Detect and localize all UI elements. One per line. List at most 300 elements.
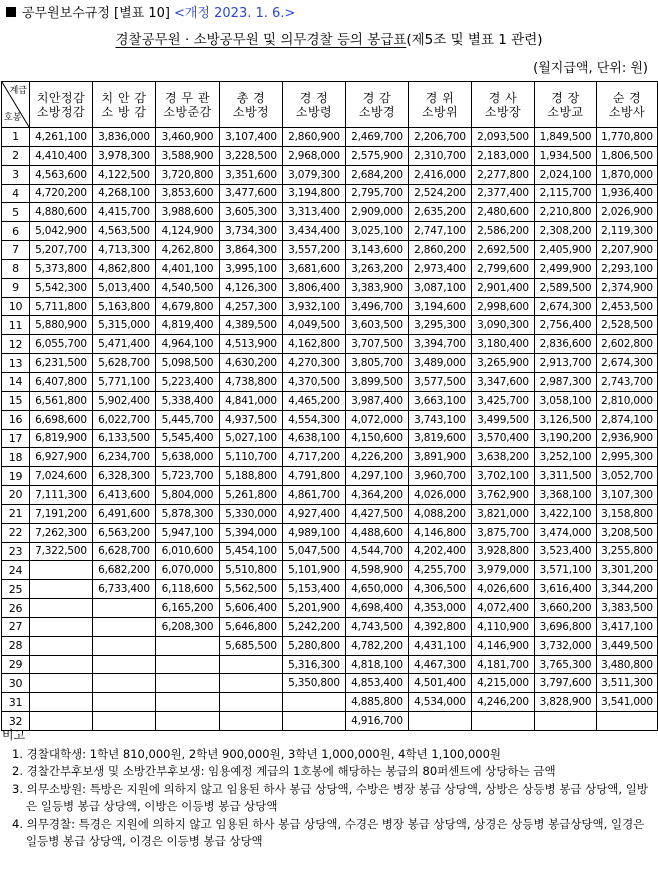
step-number: 13 bbox=[2, 354, 30, 373]
salary-cell: 2,836,600 bbox=[535, 335, 597, 354]
step-number: 25 bbox=[2, 580, 30, 599]
salary-cell: 5,628,700 bbox=[93, 354, 156, 373]
salary-cell: 5,606,400 bbox=[220, 599, 283, 618]
salary-cell: 3,474,000 bbox=[535, 523, 597, 542]
salary-cell: 2,936,900 bbox=[597, 429, 658, 448]
salary-cell: 3,180,400 bbox=[472, 335, 535, 354]
salary-cell: 3,194,800 bbox=[283, 184, 346, 203]
salary-cell: 4,126,300 bbox=[220, 278, 283, 297]
table-row bbox=[2, 203, 658, 222]
salary-cell: 5,316,300 bbox=[283, 655, 346, 674]
salary-cell: 5,098,500 bbox=[156, 354, 220, 373]
salary-cell: 2,524,200 bbox=[409, 184, 472, 203]
salary-cell bbox=[220, 674, 283, 693]
salary-cell: 3,638,200 bbox=[472, 448, 535, 467]
salary-cell: 5,471,400 bbox=[93, 335, 156, 354]
salary-cell: 5,242,200 bbox=[283, 617, 346, 636]
salary-cell: 4,743,500 bbox=[346, 617, 409, 636]
salary-cell: 3,995,100 bbox=[220, 259, 283, 278]
step-number: 30 bbox=[2, 674, 30, 693]
salary-cell bbox=[30, 674, 93, 693]
step-number: 29 bbox=[2, 655, 30, 674]
salary-cell: 5,542,300 bbox=[30, 278, 93, 297]
salary-cell: 4,885,800 bbox=[346, 693, 409, 712]
salary-cell: 6,819,900 bbox=[30, 429, 93, 448]
salary-cell: 1,934,500 bbox=[535, 146, 597, 165]
salary-cell: 5,013,400 bbox=[93, 278, 156, 297]
salary-cell: 2,692,500 bbox=[472, 241, 535, 260]
police-rank-label: 경 위 bbox=[425, 90, 455, 105]
salary-cell: 4,927,400 bbox=[283, 504, 346, 523]
step-number: 14 bbox=[2, 372, 30, 391]
column-header bbox=[409, 82, 472, 128]
salary-cell: 3,499,500 bbox=[472, 410, 535, 429]
table-row bbox=[2, 259, 658, 278]
salary-cell: 4,026,600 bbox=[472, 580, 535, 599]
step-number: 15 bbox=[2, 391, 30, 410]
salary-cell: 5,153,400 bbox=[283, 580, 346, 599]
salary-cell bbox=[283, 693, 346, 712]
salary-cell: 4,713,300 bbox=[93, 241, 156, 260]
table-row bbox=[2, 467, 658, 486]
salary-cell: 5,880,900 bbox=[30, 316, 93, 335]
table-corner-cell bbox=[2, 82, 30, 128]
salary-cell: 2,293,100 bbox=[597, 259, 658, 278]
salary-cell: 4,072,400 bbox=[472, 599, 535, 618]
salary-cell: 2,901,400 bbox=[472, 278, 535, 297]
salary-cell: 2,377,400 bbox=[472, 184, 535, 203]
step-number: 9 bbox=[2, 278, 30, 297]
column-header bbox=[535, 82, 597, 128]
salary-cell: 2,586,200 bbox=[472, 222, 535, 241]
salary-cell: 4,122,500 bbox=[93, 165, 156, 184]
table-row bbox=[2, 278, 658, 297]
salary-cell: 5,510,800 bbox=[220, 561, 283, 580]
salary-cell: 2,453,500 bbox=[597, 297, 658, 316]
salary-cell: 2,874,100 bbox=[597, 410, 658, 429]
salary-cell: 3,079,300 bbox=[283, 165, 346, 184]
salary-cell: 5,878,300 bbox=[156, 504, 220, 523]
salary-cell: 2,589,500 bbox=[535, 278, 597, 297]
salary-cell: 2,860,900 bbox=[283, 128, 346, 147]
salary-cell bbox=[156, 674, 220, 693]
step-number: 6 bbox=[2, 222, 30, 241]
note-item: 3. 의무소방원: 특방은 지원에 의하지 않고 임용된 하사 봉급 상당액, 수방은 병장 봉급 상당액, 상방은 상등병 봉급 상당액, 일방은 일등병 봉급 상당액, 이방은 이등병 봉급 상당액 bbox=[12, 781, 648, 813]
salary-cell: 4,861,700 bbox=[283, 486, 346, 505]
salary-cell: 6,413,600 bbox=[93, 486, 156, 505]
salary-cell: 5,188,800 bbox=[220, 467, 283, 486]
corner-rank-label: 계급 bbox=[9, 86, 27, 96]
salary-cell: 6,561,800 bbox=[30, 391, 93, 410]
salary-cell bbox=[156, 693, 220, 712]
salary-cell: 5,280,800 bbox=[283, 636, 346, 655]
step-number: 23 bbox=[2, 542, 30, 561]
step-number: 21 bbox=[2, 504, 30, 523]
salary-cell: 4,370,500 bbox=[283, 372, 346, 391]
salary-cell: 4,989,100 bbox=[283, 523, 346, 542]
salary-cell: 6,491,600 bbox=[93, 504, 156, 523]
salary-cell: 5,315,000 bbox=[93, 316, 156, 335]
salary-cell: 6,055,700 bbox=[30, 335, 93, 354]
salary-cell: 5,545,400 bbox=[156, 429, 220, 448]
salary-cell bbox=[156, 636, 220, 655]
salary-cell: 3,265,900 bbox=[472, 354, 535, 373]
salary-cell: 5,101,900 bbox=[283, 561, 346, 580]
salary-cell: 3,383,500 bbox=[597, 599, 658, 618]
salary-cell: 3,765,300 bbox=[535, 655, 597, 674]
salary-cell: 5,445,700 bbox=[156, 410, 220, 429]
salary-cell: 5,047,500 bbox=[283, 542, 346, 561]
police-rank-label: 순 경 bbox=[612, 90, 642, 105]
salary-cell: 6,407,800 bbox=[30, 372, 93, 391]
salary-cell bbox=[93, 655, 156, 674]
step-number: 24 bbox=[2, 561, 30, 580]
salary-cell: 5,723,700 bbox=[156, 467, 220, 486]
table-row bbox=[2, 448, 658, 467]
table-row bbox=[2, 599, 658, 618]
salary-cell: 2,277,800 bbox=[472, 165, 535, 184]
step-number: 10 bbox=[2, 297, 30, 316]
salary-cell: 3,311,500 bbox=[535, 467, 597, 486]
fire-rank-label: 소방정감 bbox=[36, 104, 86, 119]
table-row bbox=[2, 146, 658, 165]
fire-rank-label: 소방사 bbox=[608, 104, 646, 119]
salary-cell: 3,987,400 bbox=[346, 391, 409, 410]
fire-rank-label: 소방경 bbox=[358, 104, 396, 119]
table-row bbox=[2, 241, 658, 260]
salary-cell: 5,261,800 bbox=[220, 486, 283, 505]
salary-cell: 4,630,200 bbox=[220, 354, 283, 373]
salary-cell: 3,577,500 bbox=[409, 372, 472, 391]
salary-cell: 3,025,100 bbox=[346, 222, 409, 241]
salary-cell: 4,937,500 bbox=[220, 410, 283, 429]
salary-cell: 3,301,200 bbox=[597, 561, 658, 580]
salary-cell: 3,960,700 bbox=[409, 467, 472, 486]
note-item: 4. 의무경찰: 특경은 지원에 의하지 않고 임용된 하사 봉급 상당액, 수경은 병장 봉급 상당액, 상경은 상등병 봉급상당액, 일경은 일등병 봉급 상당액, 이경은 이등병 봉급 상당액 bbox=[12, 816, 645, 848]
salary-cell: 3,107,400 bbox=[220, 128, 283, 147]
salary-cell: 3,417,100 bbox=[597, 617, 658, 636]
salary-cell: 2,469,700 bbox=[346, 128, 409, 147]
salary-cell: 4,698,400 bbox=[346, 599, 409, 618]
salary-cell: 3,891,900 bbox=[409, 448, 472, 467]
police-rank-label: 경 정 bbox=[299, 90, 329, 105]
salary-cell: 4,072,000 bbox=[346, 410, 409, 429]
salary-cell: 6,231,500 bbox=[30, 354, 93, 373]
salary-cell: 5,350,800 bbox=[283, 674, 346, 693]
salary-cell: 3,434,400 bbox=[283, 222, 346, 241]
salary-cell: 4,554,300 bbox=[283, 410, 346, 429]
fire-rank-label: 소방위 bbox=[421, 104, 459, 119]
salary-cell: 2,795,700 bbox=[346, 184, 409, 203]
step-number: 27 bbox=[2, 617, 30, 636]
salary-cell: 5,638,000 bbox=[156, 448, 220, 467]
salary-cell bbox=[93, 674, 156, 693]
salary-cell bbox=[93, 693, 156, 712]
salary-cell: 2,024,100 bbox=[535, 165, 597, 184]
salary-cell: 2,416,000 bbox=[409, 165, 472, 184]
salary-cell: 4,268,100 bbox=[93, 184, 156, 203]
salary-cell bbox=[93, 599, 156, 618]
police-rank-label: 경 장 bbox=[551, 90, 580, 105]
salary-cell: 7,262,300 bbox=[30, 523, 93, 542]
salary-cell: 4,679,800 bbox=[156, 297, 220, 316]
salary-cell: 3,425,700 bbox=[472, 391, 535, 410]
salary-cell: 4,401,100 bbox=[156, 259, 220, 278]
salary-cell: 3,616,400 bbox=[535, 580, 597, 599]
salary-cell: 4,791,800 bbox=[283, 467, 346, 486]
salary-cell: 4,162,800 bbox=[283, 335, 346, 354]
salary-cell: 2,026,900 bbox=[597, 203, 658, 222]
salary-cell: 3,681,600 bbox=[283, 259, 346, 278]
salary-cell: 3,295,300 bbox=[409, 316, 472, 335]
salary-cell: 4,415,700 bbox=[93, 203, 156, 222]
salary-cell: 3,090,300 bbox=[472, 316, 535, 335]
salary-cell: 2,093,500 bbox=[472, 128, 535, 147]
salary-cell: 4,246,200 bbox=[472, 693, 535, 712]
salary-cell: 2,747,100 bbox=[409, 222, 472, 241]
note-item: 1. 경찰대학생: 1학년 810,000원, 2학년 900,000원, 3학년 1,000,000원, 4학년 1,100,000원 bbox=[12, 746, 501, 761]
step-number: 31 bbox=[2, 693, 30, 712]
salary-cell: 2,799,600 bbox=[472, 259, 535, 278]
salary-cell: 6,628,700 bbox=[93, 542, 156, 561]
salary-cell: 3,313,400 bbox=[283, 203, 346, 222]
salary-cell: 2,968,000 bbox=[283, 146, 346, 165]
title-suffix: (제5조 및 별표 1 관련) bbox=[406, 32, 543, 48]
table-row bbox=[2, 655, 658, 674]
salary-cell: 4,841,000 bbox=[220, 391, 283, 410]
salary-cell: 2,183,000 bbox=[472, 146, 535, 165]
salary-cell: 3,255,800 bbox=[597, 542, 658, 561]
salary-cell: 3,805,700 bbox=[346, 354, 409, 373]
police-rank-label: 치 안 감 bbox=[101, 90, 147, 105]
step-number: 1 bbox=[2, 128, 30, 147]
salary-cell: 4,124,900 bbox=[156, 222, 220, 241]
salary-cell bbox=[220, 655, 283, 674]
salary-cell: 4,638,100 bbox=[283, 429, 346, 448]
salary-cell: 3,496,700 bbox=[346, 297, 409, 316]
salary-cell: 2,206,700 bbox=[409, 128, 472, 147]
salary-cell bbox=[30, 693, 93, 712]
salary-cell: 4,255,700 bbox=[409, 561, 472, 580]
salary-cell: 6,070,000 bbox=[156, 561, 220, 580]
salary-cell: 1,870,000 bbox=[597, 165, 658, 184]
column-header bbox=[597, 82, 658, 128]
salary-cell: 1,936,400 bbox=[597, 184, 658, 203]
salary-cell: 6,563,200 bbox=[93, 523, 156, 542]
salary-cell: 5,338,400 bbox=[156, 391, 220, 410]
table-row bbox=[2, 297, 658, 316]
salary-cell: 3,819,600 bbox=[409, 429, 472, 448]
salary-cell: 3,368,100 bbox=[535, 486, 597, 505]
salary-cell: 3,899,500 bbox=[346, 372, 409, 391]
salary-cell: 4,150,600 bbox=[346, 429, 409, 448]
salary-cell: 2,998,600 bbox=[472, 297, 535, 316]
notes-list bbox=[2, 746, 652, 851]
salary-cell: 4,488,600 bbox=[346, 523, 409, 542]
step-number: 28 bbox=[2, 636, 30, 655]
salary-cell: 5,562,500 bbox=[220, 580, 283, 599]
fire-rank-label: 소방정 bbox=[232, 104, 270, 119]
salary-cell: 3,347,600 bbox=[472, 372, 535, 391]
salary-cell: 4,262,800 bbox=[156, 241, 220, 260]
table-row bbox=[2, 523, 658, 542]
salary-cell: 3,058,100 bbox=[535, 391, 597, 410]
salary-cell: 3,932,100 bbox=[283, 297, 346, 316]
salary-cell: 2,684,200 bbox=[346, 165, 409, 184]
salary-cell: 3,422,100 bbox=[535, 504, 597, 523]
salary-cell: 4,465,200 bbox=[283, 391, 346, 410]
salary-cell: 5,947,100 bbox=[156, 523, 220, 542]
step-number: 32 bbox=[2, 712, 30, 731]
salary-cell: 2,480,600 bbox=[472, 203, 535, 222]
salary-cell: 3,541,000 bbox=[597, 693, 658, 712]
regulation-label: 공무원보수규정 [별표 10] bbox=[22, 6, 170, 21]
salary-cell bbox=[30, 617, 93, 636]
salary-cell: 2,207,900 bbox=[597, 241, 658, 260]
notes-title: 비고 bbox=[2, 728, 26, 742]
fire-rank-label: 소방교 bbox=[547, 104, 584, 119]
salary-cell: 2,405,900 bbox=[535, 241, 597, 260]
salary-cell: 4,427,500 bbox=[346, 504, 409, 523]
salary-cell: 7,322,500 bbox=[30, 542, 93, 561]
salary-cell: 3,988,600 bbox=[156, 203, 220, 222]
salary-cell: 3,107,300 bbox=[597, 486, 658, 505]
salary-cell: 3,928,800 bbox=[472, 542, 535, 561]
salary-cell: 2,674,300 bbox=[597, 354, 658, 373]
table-row bbox=[2, 128, 658, 147]
salary-cell: 4,297,100 bbox=[346, 467, 409, 486]
salary-cell: 3,489,000 bbox=[409, 354, 472, 373]
salary-cell: 4,513,900 bbox=[220, 335, 283, 354]
salary-cell: 3,663,100 bbox=[409, 391, 472, 410]
table-row bbox=[2, 316, 658, 335]
salary-cell: 5,771,100 bbox=[93, 372, 156, 391]
table-row bbox=[2, 636, 658, 655]
salary-cell: 3,263,200 bbox=[346, 259, 409, 278]
salary-cell: 3,853,600 bbox=[156, 184, 220, 203]
salary-cell: 5,163,800 bbox=[93, 297, 156, 316]
salary-cell: 4,563,600 bbox=[30, 165, 93, 184]
salary-cell: 3,660,200 bbox=[535, 599, 597, 618]
salary-cell: 3,228,500 bbox=[220, 146, 283, 165]
salary-cell: 3,126,500 bbox=[535, 410, 597, 429]
salary-cell: 4,353,000 bbox=[409, 599, 472, 618]
regulation-header bbox=[6, 2, 295, 21]
salary-cell: 2,119,300 bbox=[597, 222, 658, 241]
step-number: 5 bbox=[2, 203, 30, 222]
salary-cell: 2,674,300 bbox=[535, 297, 597, 316]
salary-cell: 3,707,500 bbox=[346, 335, 409, 354]
step-number: 7 bbox=[2, 241, 30, 260]
salary-cell: 3,190,200 bbox=[535, 429, 597, 448]
salary-cell: 3,978,300 bbox=[93, 146, 156, 165]
police-rank-label: 경 무 관 bbox=[165, 90, 210, 105]
salary-cell: 4,544,700 bbox=[346, 542, 409, 561]
salary-cell: 2,374,900 bbox=[597, 278, 658, 297]
table-row bbox=[2, 391, 658, 410]
salary-cell: 5,223,400 bbox=[156, 372, 220, 391]
salary-cell: 4,392,800 bbox=[409, 617, 472, 636]
salary-cell: 4,049,500 bbox=[283, 316, 346, 335]
salary-cell: 3,571,100 bbox=[535, 561, 597, 580]
table-row bbox=[2, 410, 658, 429]
column-header bbox=[472, 82, 535, 128]
salary-cell: 2,310,700 bbox=[409, 146, 472, 165]
salary-cell: 4,257,300 bbox=[220, 297, 283, 316]
salary-cell: 3,762,900 bbox=[472, 486, 535, 505]
salary-cell: 4,026,000 bbox=[409, 486, 472, 505]
salary-cell: 5,454,100 bbox=[220, 542, 283, 561]
salary-cell: 4,818,100 bbox=[346, 655, 409, 674]
salary-cell: 4,110,900 bbox=[472, 617, 535, 636]
column-header bbox=[283, 82, 346, 128]
salary-cell: 3,158,800 bbox=[597, 504, 658, 523]
salary-cell: 4,916,700 bbox=[346, 712, 409, 731]
salary-cell: 2,210,800 bbox=[535, 203, 597, 222]
step-number: 16 bbox=[2, 410, 30, 429]
salary-cell bbox=[30, 655, 93, 674]
salary-cell: 6,733,400 bbox=[93, 580, 156, 599]
salary-cell: 3,143,600 bbox=[346, 241, 409, 260]
salary-cell: 3,194,600 bbox=[409, 297, 472, 316]
salary-cell: 2,810,000 bbox=[597, 391, 658, 410]
step-number: 11 bbox=[2, 316, 30, 335]
salary-cell: 7,024,600 bbox=[30, 467, 93, 486]
salary-cell: 2,913,700 bbox=[535, 354, 597, 373]
salary-cell: 3,523,400 bbox=[535, 542, 597, 561]
salary-cell: 4,819,400 bbox=[156, 316, 220, 335]
salary-cell: 5,902,400 bbox=[93, 391, 156, 410]
salary-cell: 3,588,900 bbox=[156, 146, 220, 165]
table-row bbox=[2, 184, 658, 203]
salary-cell: 6,682,200 bbox=[93, 561, 156, 580]
salary-cell bbox=[220, 693, 283, 712]
salary-cell: 4,650,000 bbox=[346, 580, 409, 599]
salary-cell: 6,133,500 bbox=[93, 429, 156, 448]
column-header bbox=[156, 82, 220, 128]
salary-cell: 4,782,200 bbox=[346, 636, 409, 655]
salary-cell: 5,804,000 bbox=[156, 486, 220, 505]
salary-cell: 5,207,700 bbox=[30, 241, 93, 260]
salary-cell: 4,431,100 bbox=[409, 636, 472, 655]
salary-cell: 1,806,500 bbox=[597, 146, 658, 165]
salary-cell: 2,575,900 bbox=[346, 146, 409, 165]
salary-cell bbox=[30, 599, 93, 618]
table-row bbox=[2, 372, 658, 391]
table-row bbox=[2, 354, 658, 373]
salary-cell: 6,328,300 bbox=[93, 467, 156, 486]
salary-cell: 7,191,200 bbox=[30, 504, 93, 523]
salary-cell: 2,973,400 bbox=[409, 259, 472, 278]
salary-cell: 4,306,500 bbox=[409, 580, 472, 599]
step-number: 19 bbox=[2, 467, 30, 486]
salary-cell: 3,087,100 bbox=[409, 278, 472, 297]
salary-cell: 3,383,900 bbox=[346, 278, 409, 297]
salary-cell: 4,720,200 bbox=[30, 184, 93, 203]
police-rank-label: 치안정감 bbox=[36, 90, 86, 105]
step-number: 4 bbox=[2, 184, 30, 203]
salary-cell: 6,208,300 bbox=[156, 617, 220, 636]
table-body bbox=[2, 128, 658, 731]
salary-cell: 3,734,300 bbox=[220, 222, 283, 241]
salary-cell: 4,364,200 bbox=[346, 486, 409, 505]
salary-cell: 5,110,700 bbox=[220, 448, 283, 467]
salary-cell: 4,563,500 bbox=[93, 222, 156, 241]
salary-cell: 3,449,500 bbox=[597, 636, 658, 655]
salary-cell: 2,743,700 bbox=[597, 372, 658, 391]
salary-cell: 3,743,100 bbox=[409, 410, 472, 429]
salary-cell bbox=[156, 655, 220, 674]
